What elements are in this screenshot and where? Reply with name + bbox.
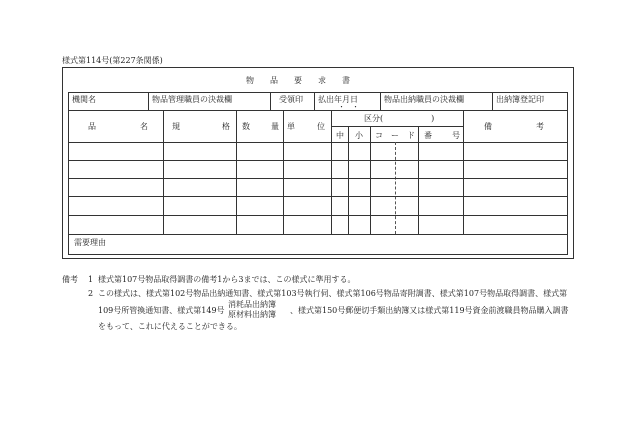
reason-label: 需要理由 (74, 238, 106, 247)
notes-label: 備考 (62, 275, 78, 284)
table-row (68, 160, 568, 161)
table-row (68, 215, 568, 216)
col-class-small: 小 (355, 131, 363, 140)
col-unit-2: 位 (317, 122, 325, 131)
ledger-registration-label: 出納簿登記印 (496, 95, 544, 104)
col-spec-1: 規 (172, 122, 180, 131)
col-number-1: 番 (424, 131, 432, 140)
column-header-divider (68, 142, 568, 143)
header-row-divider (68, 110, 568, 111)
table-row (68, 196, 568, 197)
col-quantity-2: 量 (271, 122, 279, 131)
note-2-line2a: 109号所管換通知書、様式第149号 (98, 306, 225, 315)
code-dashed-divider (395, 142, 396, 234)
class-subdivider (418, 126, 419, 234)
col-quantity-1: 数 (242, 122, 250, 131)
dispatch-date-label: 払出年月日 (318, 95, 358, 104)
class-subdivider (370, 126, 371, 234)
header-divider (270, 92, 271, 110)
output-officer-decision-label: 物品出納職員の決裁欄 (384, 95, 464, 104)
note-1-text: 様式第107号物品取得調書の備考1から3までは、この様式に準用する。 (98, 275, 356, 284)
col-remarks-1: 備 (484, 122, 492, 131)
table-row (68, 234, 568, 235)
col-remarks-2: 考 (536, 122, 544, 131)
header-divider (148, 92, 149, 110)
header-divider (492, 92, 493, 110)
note-1-number: 1 (88, 275, 94, 284)
col-item-name-1: 品 (88, 122, 96, 131)
header-divider (380, 92, 381, 110)
col-class-large: 中 (336, 131, 344, 140)
receipt-seal-label: 受領印 (279, 95, 303, 104)
col-code: コ ー ド (375, 131, 415, 140)
class-subdivider (348, 126, 349, 234)
header-divider (314, 92, 315, 110)
org-name-label: 機関名 (72, 95, 96, 104)
col-item-name-2: 名 (140, 122, 148, 131)
note-2-number: 2 (88, 289, 94, 298)
form-table (68, 92, 568, 255)
note-2-line2b: 、様式第150号郵便切手類出納簿又は様式第119号資金前渡職員物品購入調書 (290, 306, 569, 315)
table-row (68, 178, 568, 179)
col-number-2: 号 (452, 131, 460, 140)
col-spec-2: 格 (222, 122, 230, 131)
manager-decision-label: 物品管理職員の決裁欄 (152, 95, 232, 104)
form-title: 物 品 要 求 書 (246, 76, 354, 85)
note-2-stack-1: 消耗品出納簿 (228, 300, 276, 309)
note-2-line3: をもって、これに代えることができる。 (98, 322, 242, 331)
note-2-line1: この様式は、様式第102号物品出納通知書、様式第103号執行伺、様式第106号物品寄附調書、様式第107号物品取得調書、様式第 (98, 289, 568, 298)
note-2-stack-2: 原材料出納簿 (228, 310, 276, 319)
col-unit-1: 単 (287, 122, 295, 131)
classification-subheader-line (331, 126, 463, 127)
form-number: 様式第114号(第227条関係) (62, 56, 163, 65)
col-classification: 区分( ) (364, 114, 435, 123)
dispatch-date-dots: ・ ・ (338, 103, 359, 111)
